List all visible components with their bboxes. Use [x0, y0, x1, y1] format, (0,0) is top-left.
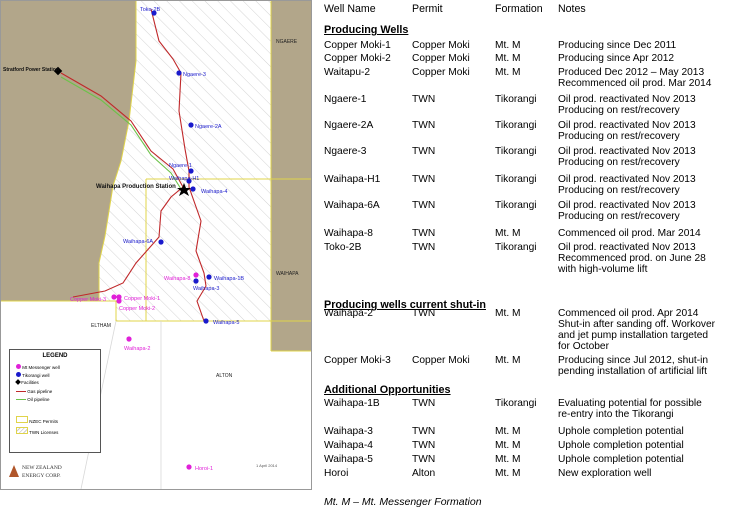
cell-well-name: Waitapu-2 [324, 67, 371, 78]
note-line: Producing on rest/recovery [558, 157, 680, 168]
cell-notes [558, 146, 739, 168]
note-line: Uphole completion potential [558, 454, 684, 465]
note-line: Oil prod. reactivated Nov 2013 [558, 242, 696, 253]
cell-permit: Copper Moki [412, 355, 470, 366]
cell-notes [558, 468, 739, 479]
legend-label: Mt Messenger well [22, 365, 60, 370]
cell-well-name: Waihapa-2 [324, 308, 373, 319]
well-marker [176, 70, 181, 75]
note-line: Uphole completion potential [558, 426, 684, 437]
legend-item-tikorangi [16, 372, 50, 378]
legend-item-gas [16, 389, 52, 394]
cell-formation: Mt. M [495, 454, 521, 465]
note-line: Oil prod. reactivated Nov 2013 [558, 200, 696, 211]
note-line: Commenced oil prod. Mar 2014 [558, 228, 701, 239]
cell-notes [558, 242, 739, 275]
cell-formation: Tikorangi [495, 120, 537, 131]
legend-label: Oil pipeline [27, 397, 50, 402]
cell-formation: Mt. M [495, 40, 521, 51]
cell-formation: Mt. M [495, 355, 521, 366]
cell-permit: Copper Moki [412, 40, 470, 51]
well-marker [190, 186, 195, 191]
well-label: Waihapa-1B [214, 276, 245, 282]
well-label: Toko-2B [140, 7, 161, 13]
legend-item-facilities [16, 380, 39, 385]
legend-title: LEGEND [42, 353, 68, 359]
note-line: Oil prod. reactivated Nov 2013 [558, 174, 696, 185]
well-marker [186, 464, 191, 469]
cell-notes [558, 200, 739, 222]
note-line: Recommenced oil prod. Mar 2014 [558, 78, 712, 89]
cell-permit: TWN [412, 146, 436, 157]
note-line: with high-volume lift [558, 264, 648, 275]
well-marker [126, 336, 131, 341]
cell-formation: Tikorangi [495, 146, 537, 157]
cell-notes [558, 355, 739, 377]
oil-line-icon [16, 399, 26, 400]
well-marker [193, 278, 198, 283]
facility-icon [15, 379, 21, 385]
well-marker [188, 122, 193, 127]
note-line: Commenced oil prod. Apr 2014 [558, 308, 699, 319]
cell-notes [558, 228, 739, 239]
cell-well-name: Ngaere-3 [324, 146, 367, 157]
nzec-permit-icon [16, 416, 28, 423]
note-line: and jet pump installation targeted [558, 330, 709, 341]
cell-permit: TWN [412, 94, 436, 105]
cell-well-name: Ngaere-2A [324, 120, 374, 131]
cell-well-name: Copper Moki-2 [324, 53, 391, 64]
cell-notes [558, 174, 739, 196]
well-label: Copper Moki-1 [124, 296, 161, 302]
messenger-well-icon [16, 364, 21, 369]
cell-formation: Tikorangi [495, 94, 537, 105]
cell-well-name: Ngaere-1 [324, 94, 367, 105]
well-label: Waihapa-8 [164, 276, 191, 282]
cell-formation: Tikorangi [495, 398, 537, 409]
note-line: Producing since Dec 2011 [558, 40, 677, 51]
cell-permit: TWN [412, 308, 436, 319]
cell-permit: TWN [412, 440, 436, 451]
well-label: Waihapa-3 [193, 286, 220, 292]
cell-notes [558, 53, 739, 64]
cell-formation: Mt. M [495, 67, 521, 78]
header-notes: Notes [558, 3, 586, 15]
region-label-waihapa: WAIHAPA [276, 271, 299, 277]
cell-formation: Mt. M [495, 426, 521, 437]
well-marker [116, 298, 121, 303]
cell-permit: TWN [412, 454, 436, 465]
header-permit: Permit [412, 3, 443, 15]
cell-notes [558, 440, 739, 451]
well-label: Copper Moki-2 [119, 306, 156, 312]
region-label-ngaere: NGAERE [276, 39, 298, 45]
well-label: Waihapa-5 [213, 320, 240, 326]
cell-formation: Tikorangi [495, 200, 537, 211]
company-logo-icon [9, 465, 19, 477]
well-label: Copper Moki-3 [70, 297, 107, 303]
cell-formation: Mt. M [495, 468, 521, 479]
well-label: Horoi-1 [195, 466, 214, 472]
well-label: Waihapa-2 [124, 346, 151, 352]
cell-well-name: Toko-2B [324, 242, 362, 253]
note-line: Evaluating potential for possible [558, 398, 702, 409]
legend-label: NZEC Permits [29, 419, 59, 424]
cell-permit: TWN [412, 398, 436, 409]
note-line: Producing on rest/recovery [558, 211, 680, 222]
well-label: Ngaere-2A [195, 124, 222, 130]
cell-permit: Copper Moki [412, 53, 470, 64]
well-label: Waihapa-4 [201, 189, 228, 195]
cell-well-name: Copper Moki-1 [324, 40, 391, 51]
cell-notes [558, 40, 739, 51]
note-line: Oil prod. reactivated Nov 2013 [558, 146, 696, 157]
gas-line-icon [16, 391, 26, 392]
header-formation: Formation [495, 3, 543, 15]
cell-formation: Mt. M [495, 308, 521, 319]
cell-formation: Mt. M [495, 440, 521, 451]
header-well-name: Well Name [324, 3, 376, 15]
cell-permit: Alton [412, 468, 436, 479]
note-line: Producing since Jul 2012, shut-in [558, 355, 709, 366]
cell-well-name: Waihapa-3 [324, 426, 373, 437]
note-line: for October [558, 341, 609, 352]
cell-notes [558, 398, 739, 420]
cell-formation: Mt. M [495, 228, 521, 239]
stratford-label: Stratford Power Station [3, 67, 59, 73]
section-title: Producing wells current shut-in [324, 299, 486, 311]
note-line: Producing on rest/recovery [558, 131, 680, 142]
note-line: re-entry into the Tikorangi [558, 409, 674, 420]
well-marker [188, 168, 193, 173]
well-marker [158, 239, 163, 244]
cell-well-name: Waihapa-H1 [324, 174, 381, 185]
tikorangi-well-icon [16, 372, 21, 377]
cell-well-name: Waihapa-6A [324, 200, 380, 211]
cell-notes [558, 67, 739, 89]
legend-item-oil [16, 397, 50, 402]
note-line: pending installation of artificial lift [558, 366, 707, 377]
note-line: Shut-in after sanding off. Workover [558, 319, 716, 330]
well-status-table [318, 0, 739, 521]
legend-item-nzec [16, 416, 58, 424]
cell-permit: TWN [412, 200, 436, 211]
note-line: Produced Dec 2012 – May 2013 [558, 67, 705, 78]
cell-well-name: Waihapa-1B [324, 398, 380, 409]
cell-permit: TWN [412, 174, 436, 185]
cell-well-name: Waihapa-4 [324, 440, 373, 451]
well-marker [111, 294, 116, 299]
cell-permit: TWN [412, 426, 436, 437]
cell-permit: TWN [412, 228, 436, 239]
map-date: 1 April 2014 [256, 463, 278, 468]
company-logo [9, 463, 79, 485]
well-label: Ngaere-3 [183, 72, 206, 78]
map-legend [9, 349, 101, 453]
note-line: New exploration well [558, 468, 652, 479]
note-line: Uphole completion potential [558, 440, 684, 451]
company-name-line1: NEW ZEALAND [22, 465, 62, 471]
cell-notes [558, 308, 739, 352]
cell-formation: Mt. M [495, 53, 521, 64]
table-footnote: Mt. M – Mt. Messenger Formation [324, 496, 482, 508]
cell-well-name: Waihapa-5 [324, 454, 373, 465]
note-line: Oil prod. reactivated Nov 2013 [558, 120, 696, 131]
legend-label: TWN Licenses [29, 430, 59, 435]
note-line: Producing on rest/recovery [558, 105, 680, 116]
legend-label: Gas pipeline [27, 389, 53, 394]
well-map [0, 0, 312, 490]
cell-well-name: Horoi [324, 468, 349, 479]
well-marker [193, 272, 198, 277]
cell-well-name: Waihapa-8 [324, 228, 373, 239]
cell-notes [558, 94, 739, 116]
cell-permit: TWN [412, 242, 436, 253]
well-label: Waihapa-6A [123, 239, 154, 245]
well-label: Waihapa-H1 [169, 176, 200, 182]
legend-item-twn [16, 427, 58, 435]
cell-permit: Copper Moki [412, 67, 470, 78]
legend-label: Facilities [21, 380, 39, 385]
note-line: Producing since Apr 2012 [558, 53, 675, 64]
company-name-line2: ENERGY CORP. [22, 473, 61, 479]
cell-notes [558, 454, 739, 465]
cell-notes [558, 426, 739, 437]
cell-formation: Tikorangi [495, 242, 537, 253]
twn-license-icon [16, 427, 28, 434]
well-marker [206, 274, 211, 279]
legend-item-messenger [16, 364, 60, 370]
note-line: Oil prod. reactivated Nov 2013 [558, 94, 696, 105]
cell-notes [558, 120, 739, 142]
land-area-east [271, 1, 311, 351]
note-line: Recommenced prod. on June 28 [558, 253, 706, 264]
section-title: Producing Wells [324, 24, 409, 36]
note-line: Producing on rest/recovery [558, 185, 680, 196]
production-station-label: Waihapa Production Station [96, 184, 176, 190]
cell-well-name: Copper Moki-3 [324, 355, 391, 366]
well-marker [203, 318, 208, 323]
section-title: Additional Opportunities [324, 384, 451, 396]
cell-formation: Tikorangi [495, 174, 537, 185]
well-label: Ngaere-1 [169, 163, 192, 169]
cell-permit: TWN [412, 120, 436, 131]
town-label-eltham: ELTHAM [91, 323, 111, 329]
legend-label: Tikorangi well [22, 373, 50, 378]
region-label-alton: ALTON [216, 373, 233, 379]
